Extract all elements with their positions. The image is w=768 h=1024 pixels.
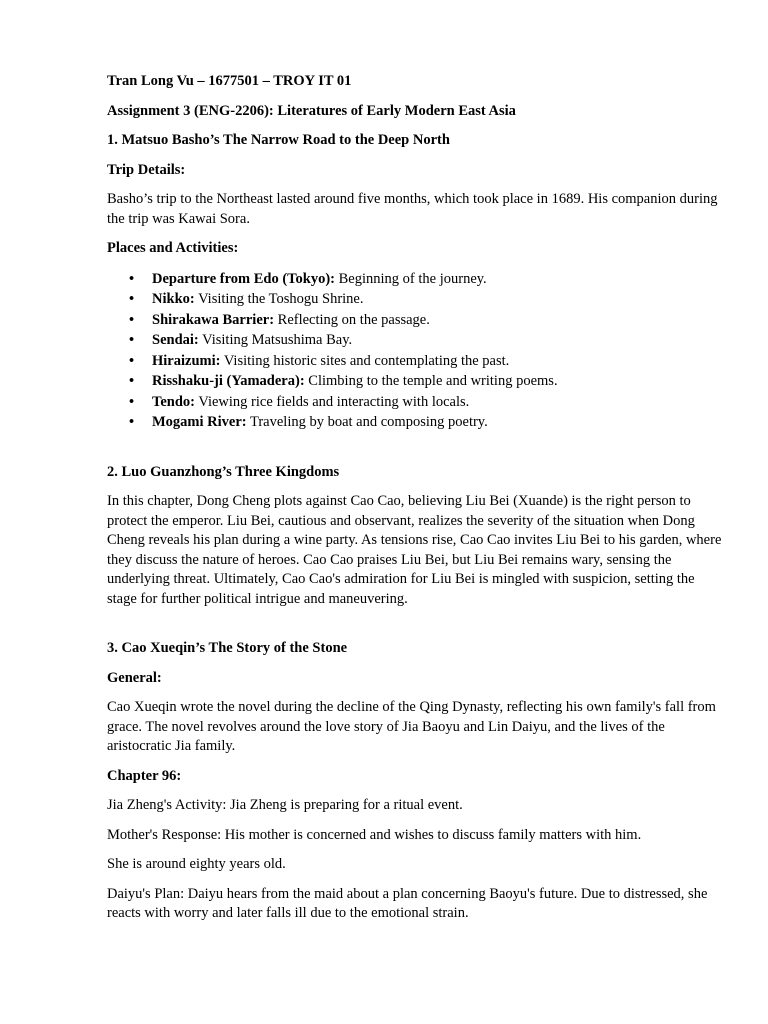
place-name: Tendo: xyxy=(152,393,195,410)
place-activity: Traveling by boat and composing poetry. xyxy=(246,414,488,430)
place-name: Mogami River: xyxy=(152,414,247,430)
section1-heading: 1. Matsuo Basho’s The Narrow Road to the Deep North xyxy=(107,132,450,148)
places-heading: Places and Activities: xyxy=(107,240,239,256)
place-activity: Reflecting on the passage. xyxy=(274,311,430,328)
list-item xyxy=(152,330,727,351)
section3-heading: 3. Cao Xueqin’s The Story of the Stone xyxy=(107,640,348,656)
list-item xyxy=(152,289,727,310)
assignment-title: Assignment 3 (ENG-2206): Literatures of Early Modern East Asia xyxy=(107,102,516,119)
place-name: Risshaku-ji (Yamadera): xyxy=(152,373,305,389)
list-item xyxy=(152,269,727,290)
place-activity: Visiting the Toshogu Shrine. xyxy=(194,291,364,307)
general-text: Cao Xueqin wrote the novel during the decline of the Qing Dynasty, reflecting his own family's fall from grace. The novel revolves around the love story of Jia Baoyu and Lin Daiyu, and the lives of the aristocratic Jia family. xyxy=(107,699,716,754)
place-activity: Viewing rice fields and interacting with locals. xyxy=(194,393,470,410)
list-item xyxy=(152,310,727,331)
place-name: Departure from Edo (Tokyo): xyxy=(152,270,335,287)
age-text: She is around eighty years old. xyxy=(107,856,286,872)
list-item xyxy=(152,392,727,413)
place-name: Hiraizumi: xyxy=(152,352,221,369)
place-activity: Visiting historic sites and contemplating the past. xyxy=(220,352,510,369)
place-activity: Climbing to the temple and writing poems. xyxy=(304,373,558,389)
chapter-heading: Chapter 96: xyxy=(107,767,182,784)
daiyu-text: Daiyu's Plan: Daiyu hears from the maid about a plan concerning Baoyu's future. Due to distressed, she reacts with worry and later falls ill due to the emotional strain. xyxy=(107,885,708,921)
list-item xyxy=(152,412,727,433)
place-name: Nikko: xyxy=(152,291,195,307)
activity-text: Jia Zheng's Activity: Jia Zheng is preparing for a ritual event. xyxy=(107,797,463,813)
place-name: Sendai: xyxy=(152,332,199,348)
document-body xyxy=(107,72,727,934)
section2-text: In this chapter, Dong Cheng plots against Cao Cao, believing Liu Bei (Xuande) is the right person to protect the emperor. Liu Bei, cautious and observant, realizes the severity of the situation when Dong Cheng reveals his plan during a wine party. As tensions rise, Cao Cao invites Liu Bei to his garden, where they discuss the nature of heroes. Cao Cao praises Liu Bei, but Liu Bei remains wary, sensing the underlying threat. Ultimately, Cao Cao's admiration for Liu Bei is mingled with suspicion, setting the stage for further political intrigue and maneuvering. xyxy=(107,493,722,607)
mother-text: Mother's Response: His mother is concerned and wishes to discuss family matters with him. xyxy=(107,826,642,843)
author-line: Tran Long Vu – 1677501 – TROY IT 01 xyxy=(107,73,352,89)
section2-heading: 2. Luo Guanzhong’s Three Kingdoms xyxy=(107,463,340,480)
general-heading: General: xyxy=(107,669,162,686)
trip-details-heading: Trip Details: xyxy=(107,161,186,178)
list-item xyxy=(152,371,727,392)
places-list xyxy=(107,269,727,433)
place-activity: Visiting Matsushima Bay. xyxy=(198,332,353,348)
place-name: Shirakawa Barrier: xyxy=(152,311,275,328)
trip-details-text: Basho’s trip to the Northeast lasted around five months, which took place in 1689. His companion during the trip was Kawai Sora. xyxy=(107,191,718,227)
place-activity: Beginning of the journey. xyxy=(335,270,487,287)
list-item xyxy=(152,351,727,372)
